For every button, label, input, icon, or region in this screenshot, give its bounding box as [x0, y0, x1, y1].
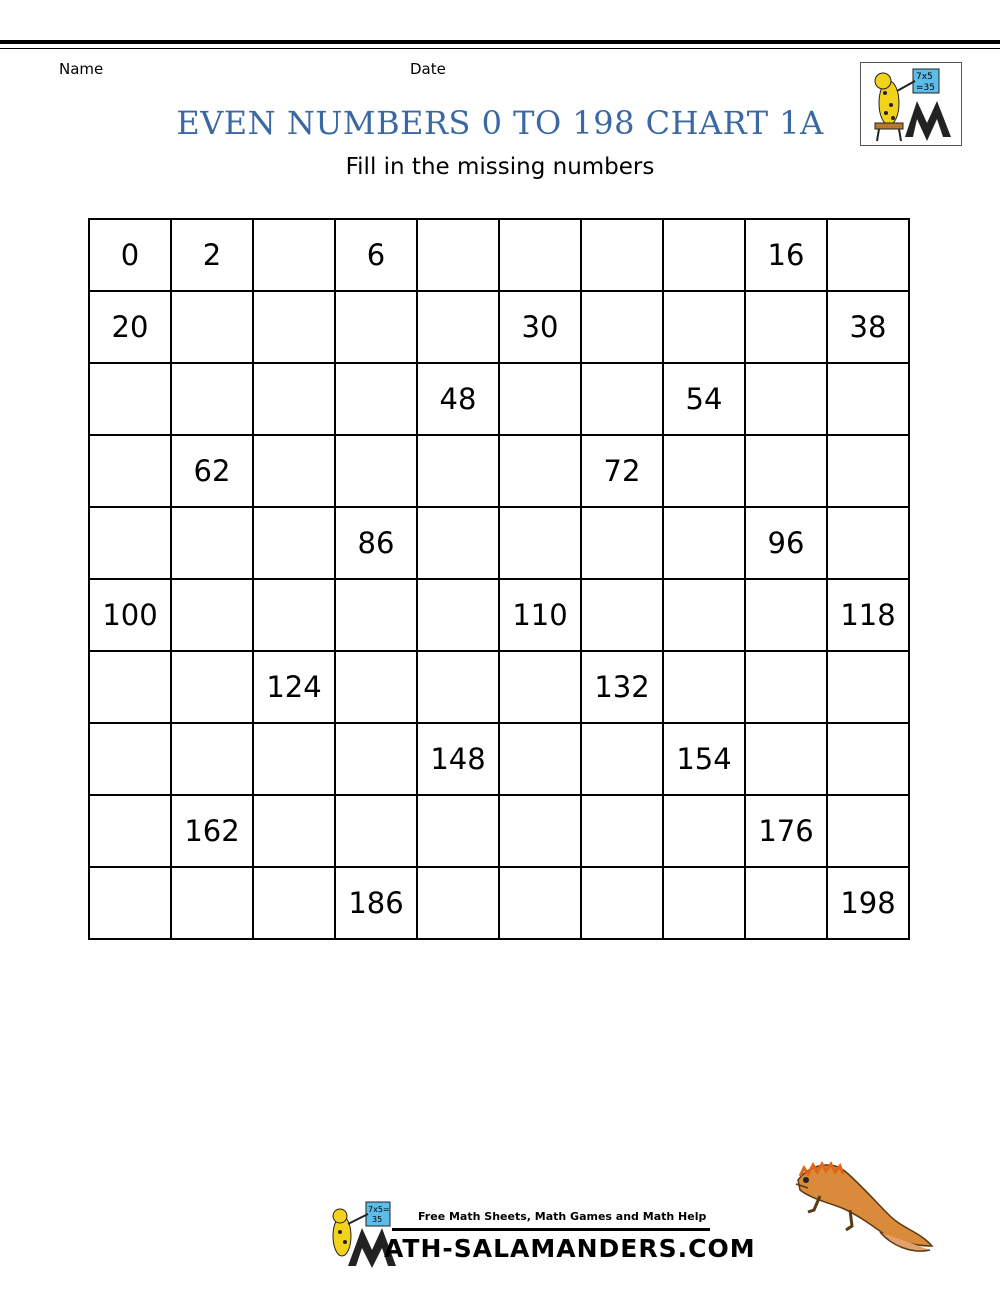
grid-cell — [745, 723, 827, 795]
grid-cell: 176 — [745, 795, 827, 867]
grid-cell — [253, 219, 335, 291]
grid-cell — [171, 579, 253, 651]
grid-cell: 6 — [335, 219, 417, 291]
grid-cell — [253, 507, 335, 579]
grid-row — [89, 651, 909, 723]
grid-cell — [171, 363, 253, 435]
grid-cell: 132 — [581, 651, 663, 723]
salamander-mascot-icon — [780, 1150, 940, 1260]
grid-cell — [417, 579, 499, 651]
grid-cell — [663, 291, 745, 363]
grid-cell — [335, 291, 417, 363]
grid-cell — [417, 867, 499, 939]
grid-cell: 0 — [89, 219, 171, 291]
grid-cell — [417, 435, 499, 507]
grid-cell — [253, 795, 335, 867]
grid-cell — [417, 651, 499, 723]
grid-cell — [827, 507, 909, 579]
grid-cell — [827, 363, 909, 435]
grid-cell — [663, 579, 745, 651]
grid-cell: 62 — [171, 435, 253, 507]
grid-cell — [745, 363, 827, 435]
grid-cell: 118 — [827, 579, 909, 651]
grid-cell — [253, 291, 335, 363]
grid-cell — [581, 867, 663, 939]
grid-cell — [827, 723, 909, 795]
grid-row — [89, 795, 909, 867]
grid-cell: 16 — [745, 219, 827, 291]
grid-cell — [663, 219, 745, 291]
grid-cell — [335, 363, 417, 435]
grid-cell: 186 — [335, 867, 417, 939]
grid-row — [89, 723, 909, 795]
grid-cell — [827, 651, 909, 723]
grid-cell — [499, 435, 581, 507]
grid-cell — [89, 795, 171, 867]
grid-cell — [335, 651, 417, 723]
grid-cell — [499, 507, 581, 579]
grid-cell — [499, 867, 581, 939]
grid-cell — [581, 795, 663, 867]
grid-cell — [417, 507, 499, 579]
grid-cell — [581, 219, 663, 291]
grid-row — [89, 291, 909, 363]
grid-cell — [335, 723, 417, 795]
footer-divider — [392, 1228, 710, 1231]
grid-row — [89, 867, 909, 939]
grid-cell — [499, 795, 581, 867]
grid-cell — [581, 363, 663, 435]
grid-cell — [499, 651, 581, 723]
grid-cell — [663, 651, 745, 723]
grid-cell — [253, 363, 335, 435]
grid-cell — [335, 435, 417, 507]
grid-cell — [663, 795, 745, 867]
grid-cell — [827, 435, 909, 507]
grid-cell — [253, 435, 335, 507]
grid-cell: 48 — [417, 363, 499, 435]
grid-cell — [89, 507, 171, 579]
grid-cell — [253, 723, 335, 795]
footer-board-text-2: 35 — [372, 1215, 383, 1224]
number-grid — [88, 218, 910, 940]
grid-cell: 154 — [663, 723, 745, 795]
footer-site-name: ATH-SALAMANDERS.COM — [384, 1234, 756, 1263]
grid-cell — [581, 579, 663, 651]
logo-board-text-2: =35 — [916, 83, 935, 93]
grid-cell — [171, 867, 253, 939]
grid-cell — [253, 579, 335, 651]
grid-cell — [499, 219, 581, 291]
grid-cell — [335, 795, 417, 867]
grid-cell — [335, 579, 417, 651]
grid-cell — [663, 507, 745, 579]
footer-tagline: Free Math Sheets, Math Games and Math Help — [418, 1210, 707, 1223]
grid-cell — [663, 867, 745, 939]
grid-cell: 198 — [827, 867, 909, 939]
grid-cell — [745, 579, 827, 651]
grid-row — [89, 363, 909, 435]
grid-cell — [89, 867, 171, 939]
grid-cell: 2 — [171, 219, 253, 291]
page-title: EVEN NUMBERS 0 TO 198 CHART 1A — [176, 104, 824, 142]
grid-cell — [581, 723, 663, 795]
grid-cell — [417, 291, 499, 363]
grid-cell — [745, 435, 827, 507]
grid-cell — [89, 723, 171, 795]
name-label: Name — [59, 60, 104, 78]
grid-cell — [89, 363, 171, 435]
grid-cell: 38 — [827, 291, 909, 363]
grid-row — [89, 435, 909, 507]
grid-cell: 110 — [499, 579, 581, 651]
grid-cell — [89, 435, 171, 507]
grid-cell — [745, 867, 827, 939]
grid-cell: 72 — [581, 435, 663, 507]
top-rule-thin — [0, 48, 1000, 49]
grid-cell — [417, 795, 499, 867]
grid-cell — [827, 795, 909, 867]
grid-cell — [581, 507, 663, 579]
instructions: Fill in the missing numbers — [345, 154, 655, 180]
grid-cell: 148 — [417, 723, 499, 795]
top-rule — [0, 40, 1000, 44]
grid-cell — [581, 291, 663, 363]
date-label: Date — [410, 60, 446, 78]
grid-cell — [253, 867, 335, 939]
grid-cell — [89, 651, 171, 723]
grid-cell: 54 — [663, 363, 745, 435]
footer-board-text-1: 7x5= — [368, 1205, 390, 1214]
grid-cell: 30 — [499, 291, 581, 363]
grid-cell: 20 — [89, 291, 171, 363]
grid-cell — [171, 723, 253, 795]
grid-cell — [171, 291, 253, 363]
grid-cell: 124 — [253, 651, 335, 723]
logo-board-text-1: 7x5 — [916, 72, 933, 82]
grid-cell — [827, 219, 909, 291]
grid-row — [89, 219, 909, 291]
grid-cell: 86 — [335, 507, 417, 579]
grid-cell: 96 — [745, 507, 827, 579]
grid-cell: 162 — [171, 795, 253, 867]
grid-cell — [417, 219, 499, 291]
grid-cell — [171, 651, 253, 723]
grid-cell — [499, 723, 581, 795]
grid-row — [89, 507, 909, 579]
grid-cell — [745, 291, 827, 363]
grid-cell — [171, 507, 253, 579]
grid-cell: 100 — [89, 579, 171, 651]
grid-cell — [499, 363, 581, 435]
grid-cell — [663, 435, 745, 507]
grid-row — [89, 579, 909, 651]
grid-cell — [745, 651, 827, 723]
